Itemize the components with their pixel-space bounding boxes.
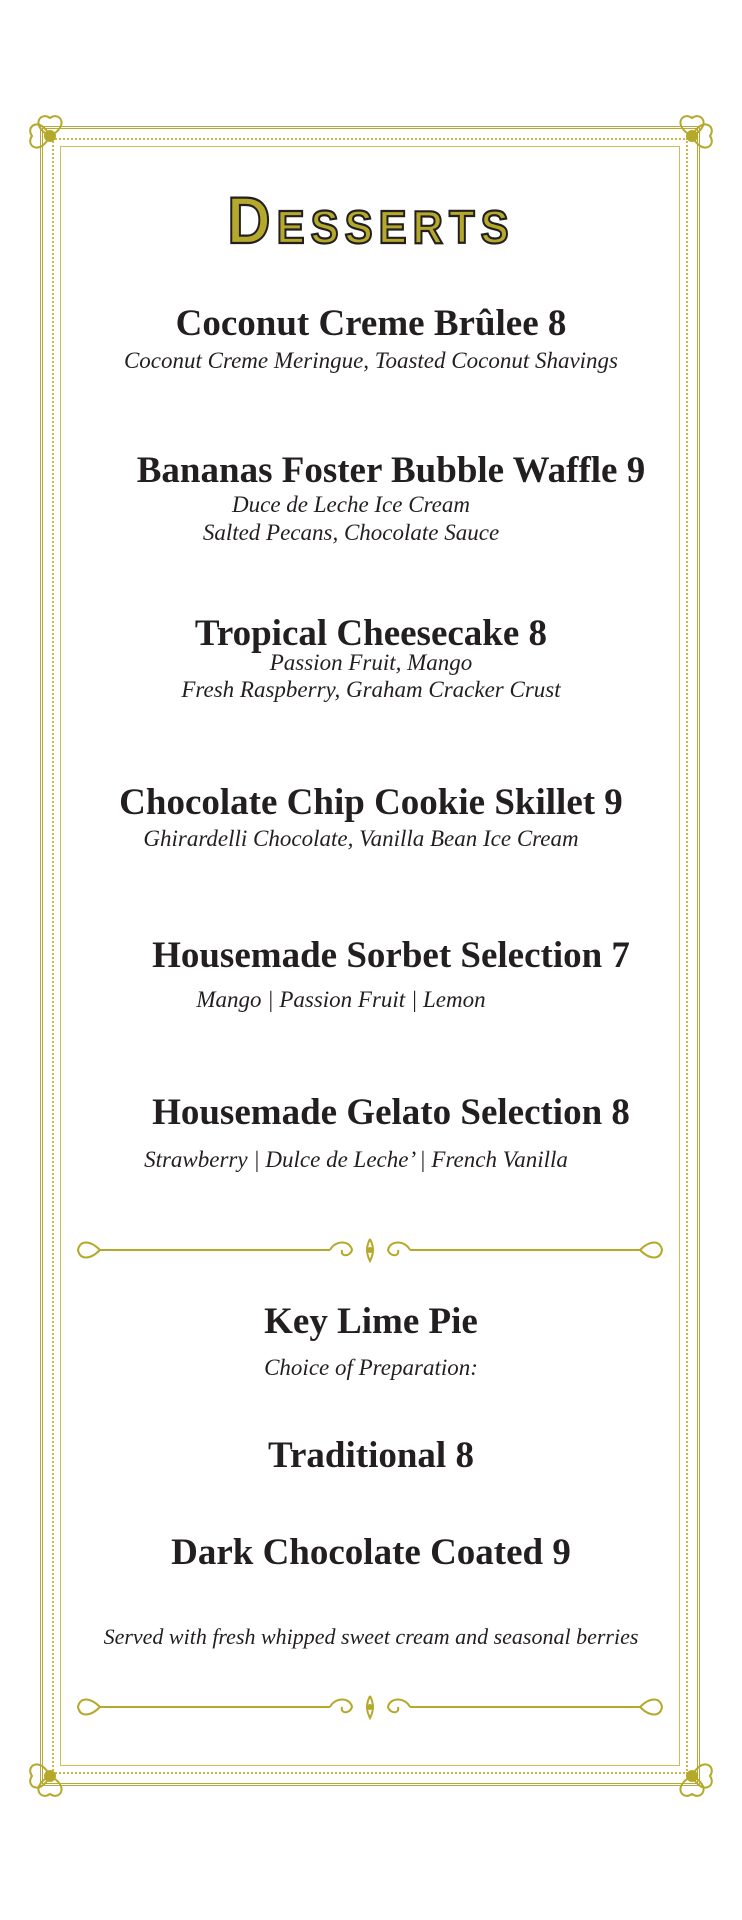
item-description: Fresh Raspberry, Graham Cracker Crust — [181, 677, 561, 702]
corner-ornament-icon — [20, 106, 80, 166]
corner-ornament-icon — [662, 1746, 722, 1806]
ornamental-divider-icon — [70, 1235, 670, 1265]
item-description: Coconut Creme Meringue, Toasted Coconut Shavings — [123, 348, 619, 373]
key-lime-note: Served with fresh whipped sweet cream and seasonal berries — [103, 1624, 639, 1649]
item-description: Mango | Passion Fruit | Lemon — [196, 987, 486, 1012]
item-description: Ghirardelli Chocolate, Vanilla Bean Ice Cream — [143, 826, 579, 851]
item-description: Passion Fruit, Mango — [269, 650, 473, 675]
corner-ornament-icon — [662, 106, 722, 166]
menu-title: Desserts — [227, 183, 515, 258]
key-lime-option-dark-chocolate: Dark Chocolate Coated 9 — [171, 1532, 571, 1573]
item-name: Housemade Gelato Selection 8 — [152, 1092, 630, 1133]
item-name: Tropical Cheesecake 8 — [194, 613, 548, 654]
item-description: Strawberry | Dulce de Leche’ | French Vanilla — [144, 1147, 568, 1172]
corner-ornament-icon — [20, 1746, 80, 1806]
key-lime-prompt: Choice of Preparation: — [264, 1355, 478, 1380]
item-description: Salted Pecans, Chocolate Sauce — [202, 520, 500, 545]
item-name: Housemade Sorbet Selection 7 — [152, 935, 630, 976]
key-lime-option-traditional: Traditional 8 — [268, 1435, 474, 1476]
item-name: Bananas Foster Bubble Waffle 9 — [136, 450, 646, 491]
key-lime-title: Key Lime Pie — [264, 1301, 478, 1342]
item-description: Duce de Leche Ice Cream — [232, 492, 470, 517]
ornamental-divider-icon — [70, 1692, 670, 1722]
item-name: Chocolate Chip Cookie Skillet 9 — [119, 782, 623, 823]
item-name: Coconut Creme Brûlee 8 — [175, 303, 567, 344]
